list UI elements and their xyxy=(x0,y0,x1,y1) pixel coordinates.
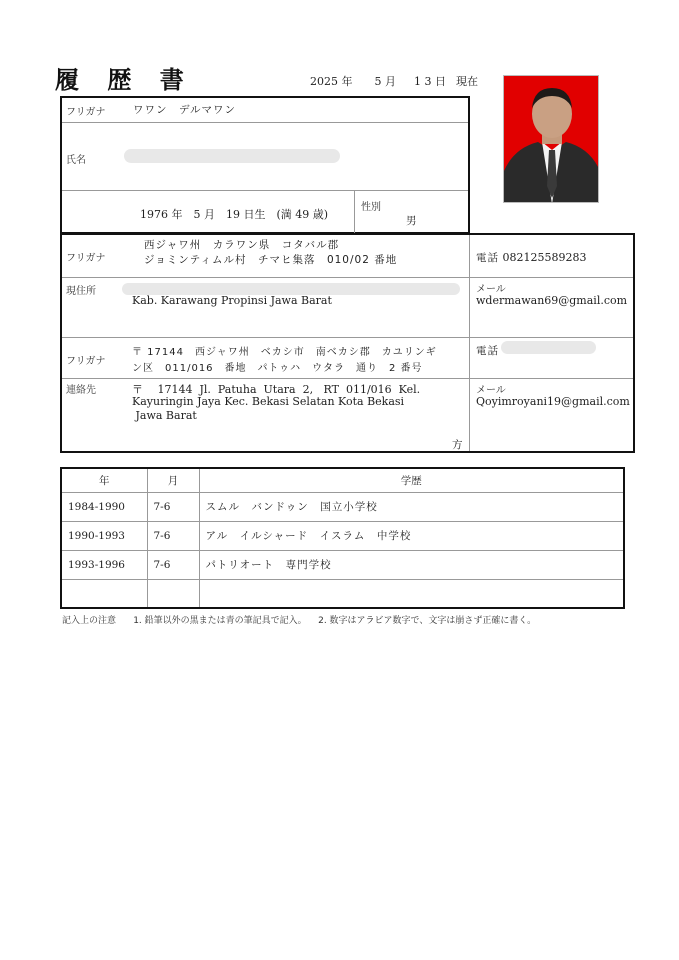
address-furigana-line1: 西ジャワ州 カラワン県 コタバル郡 xyxy=(144,239,340,251)
notes-item-1: 1. 鉛筆以外の黒または青の筆記具で記入。 xyxy=(133,616,307,626)
person-photo-icon xyxy=(504,76,599,203)
instructions-note xyxy=(62,613,536,626)
contact-furigana-label: フリガナ xyxy=(66,356,106,367)
header-year: 年 xyxy=(61,468,147,492)
current-address-line2: Kab. Karawang Propinsi Jawa Barat xyxy=(132,294,332,307)
current-address-label: 現住所 xyxy=(66,286,96,297)
row-year: 1984-1990 xyxy=(61,492,147,521)
notes-item-2: 2. 数字はアラビア数字で、文字は崩さず正確に書く。 xyxy=(318,616,537,626)
header-month: 月 xyxy=(147,468,199,492)
name-furigana-label: フリガナ xyxy=(66,107,106,118)
contact-address-line3: Jawa Barat xyxy=(132,409,197,422)
row-year: 1990-1993 xyxy=(61,521,147,550)
contact-phone-label: 電話 xyxy=(476,345,499,357)
contact-address-suffix: 方 xyxy=(452,439,464,451)
contact-phone-redacted xyxy=(501,341,596,354)
document-title: 履 歴 書 xyxy=(55,66,194,94)
name-furigana-value: ワワン デルマワン xyxy=(133,104,236,116)
notes-label: 記入上の注意 xyxy=(62,616,117,626)
name-redacted xyxy=(124,149,340,163)
row-month: 7-6 xyxy=(147,492,199,521)
contact-address-line1: 〒 17144 Jl. Patuha Utara 2, RT 011/016 Kel. xyxy=(132,383,421,396)
contact-furigana-line2: ン区 011/016 番地 パトゥハ ウタラ 通り 2 番号 xyxy=(132,363,423,374)
table-row xyxy=(61,492,624,521)
row-year xyxy=(61,579,147,608)
gender-value: 男 xyxy=(406,215,418,227)
gender-label: 性別 xyxy=(361,202,381,213)
contact-email-label: メール xyxy=(476,385,506,396)
name-label: 氏名 xyxy=(66,155,86,166)
table-row xyxy=(61,550,624,579)
contact-phone xyxy=(476,343,499,358)
address-furigana-line2: ジョミンティムル村 チマヒ集落 010/02 番地 xyxy=(144,254,398,266)
row-school xyxy=(199,579,624,608)
contact-address-line2: Kayuringin Jaya Kec. Bekasi Selatan Kota Bekasi xyxy=(132,395,405,408)
current-email[interactable]: wdermawan69@gmail.com xyxy=(476,294,628,307)
date-suffix: 現在 xyxy=(456,75,478,88)
row-year: 1993-1996 xyxy=(61,550,147,579)
row-month: 7-6 xyxy=(147,521,199,550)
phone-label: 電話 xyxy=(476,252,499,264)
education-header-row xyxy=(61,468,624,492)
contact-address-label: 連絡先 xyxy=(66,385,96,396)
row-month xyxy=(147,579,199,608)
contact-furigana-line1: 〒 17144 西ジャワ州 ベカシ市 南ベカシ郡 カユリンギ xyxy=(132,347,437,358)
current-email-label: メール xyxy=(476,284,506,295)
header-education: 学歴 xyxy=(199,468,624,492)
id-photo xyxy=(503,75,599,203)
date-year: 2025 年 xyxy=(310,75,353,88)
row-month: 7-6 xyxy=(147,550,199,579)
row-school: アル イルシャード イスラム 中学校 xyxy=(199,521,624,550)
current-phone xyxy=(476,250,586,265)
row-school: スムル バンドゥン 国立小学校 xyxy=(199,492,624,521)
education-table xyxy=(60,467,625,609)
table-row xyxy=(61,579,624,608)
date-month: 5 月 xyxy=(374,75,396,88)
contact-email[interactable]: Qoyimroyani19@gmail.com xyxy=(476,395,630,408)
birth-date: 1976 年 5 月 19 日生 (満 49 歳) xyxy=(140,208,329,221)
row-school: パトリオート 専門学校 xyxy=(199,550,624,579)
date-day: 1 3 日 xyxy=(414,75,446,88)
phone-value[interactable]: 082125589283 xyxy=(502,251,587,264)
table-row xyxy=(61,521,624,550)
address-furigana-label: フリガナ xyxy=(66,253,106,264)
document-date xyxy=(310,73,478,89)
